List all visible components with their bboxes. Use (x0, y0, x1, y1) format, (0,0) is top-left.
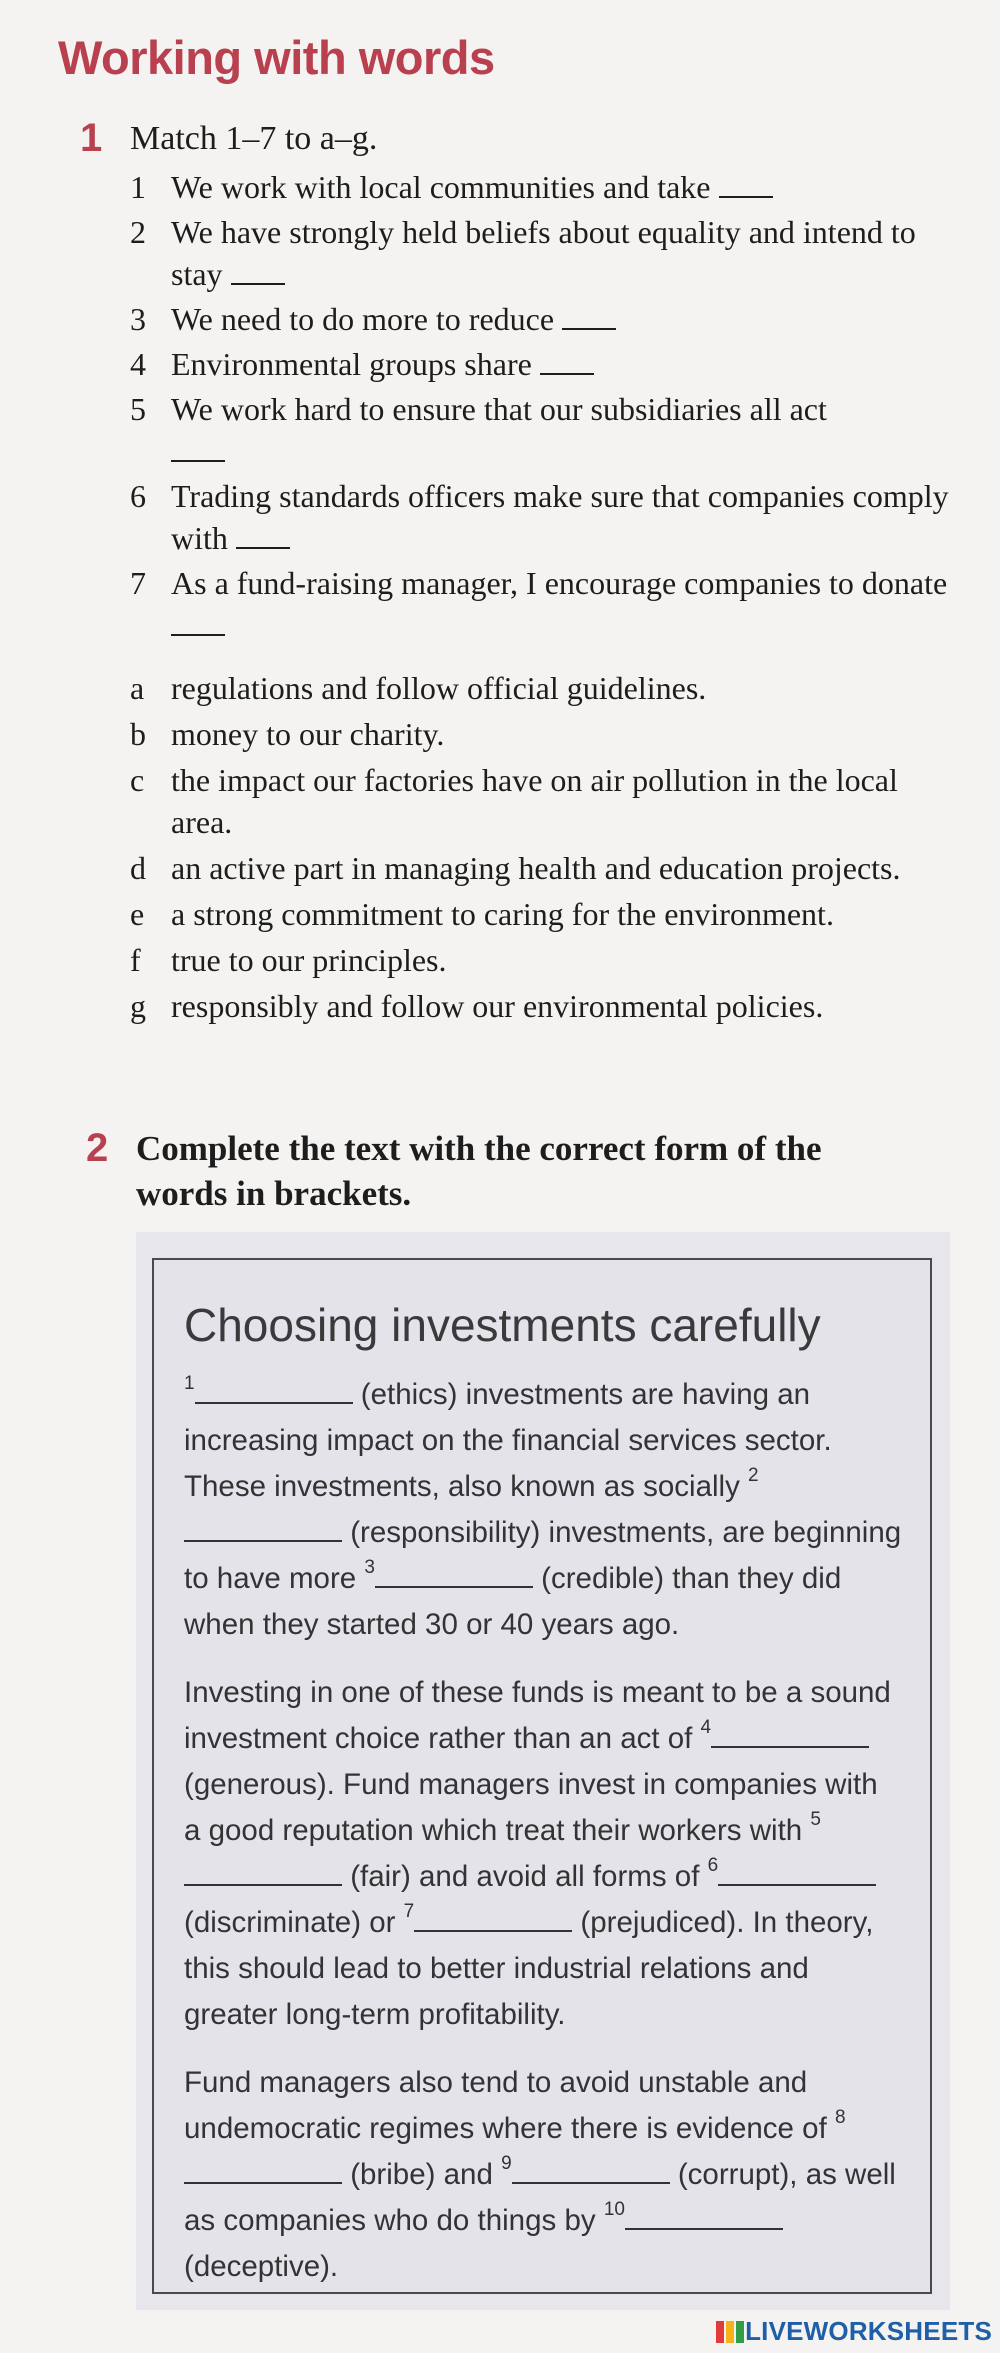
gap-3-input[interactable] (375, 1562, 533, 1588)
ending-b (130, 713, 960, 755)
paragraph-text: (deceptive). (184, 2250, 339, 2283)
gap-number: 4 (700, 1717, 712, 1738)
sentence-2 (130, 211, 960, 295)
gap-7-input[interactable] (414, 1906, 572, 1932)
answer-blank[interactable] (540, 347, 594, 375)
sentence-text: We have strongly held beliefs about equality and intend to stay (171, 214, 916, 292)
sentence-number: 7 (130, 565, 146, 601)
gap-9-input[interactable] (512, 2158, 670, 2184)
sentence-4 (130, 343, 960, 385)
exercise-1-instruction: Match 1–7 to a–g. (130, 120, 378, 157)
paragraph-text: (bribe) and (342, 2158, 502, 2191)
gap-8-input[interactable] (184, 2158, 342, 2184)
answer-blank[interactable] (719, 170, 773, 198)
gap-number: 1 (184, 1373, 195, 1394)
paragraph-text: (generous). Fund managers invest in companies with a good reputation which treat their workers with (184, 1768, 878, 1847)
sentence-text: As a fund-raising manager, I encourage companies to donate (171, 565, 948, 601)
ending-text: money to our charity. (171, 716, 445, 752)
paragraph-3 (184, 2060, 902, 2290)
ending-text: an active part in managing health and education projects. (171, 850, 901, 886)
box-title: Choosing investments carefully (184, 1299, 821, 1351)
ending-letter: b (130, 716, 146, 752)
ending-e (130, 893, 960, 935)
sentence-text: Trading standards officers make sure that companies comply with (171, 478, 949, 556)
watermark (715, 2316, 992, 2347)
answer-blank[interactable] (236, 521, 290, 549)
sentence-3 (130, 298, 960, 340)
text-box (152, 1258, 932, 2294)
ending-text: true to our principles. (171, 942, 447, 978)
gap-4-input[interactable] (711, 1722, 869, 1748)
paragraph-1 (184, 1372, 902, 1648)
exercise-2-number: 2 (86, 1126, 109, 1170)
ending-g (130, 985, 960, 1027)
sentence-number: 4 (130, 346, 146, 382)
gap-2-input[interactable] (184, 1516, 342, 1542)
sentence-number: 5 (130, 391, 146, 427)
sentence-text: We work hard to ensure that our subsidiaries all act (171, 391, 827, 427)
exercise-2-instruction: Complete the text with the correct form of the words in brackets. (136, 1129, 822, 1213)
ending-list (130, 667, 960, 1031)
ending-text: the impact our factories have on air pollution in the local area. (171, 762, 898, 840)
sentence-text: We work with local communities and take (171, 169, 711, 205)
gap-number: 9 (501, 2153, 512, 2174)
paragraph-text: Fund managers also tend to avoid unstable and undemocratic regimes where there is evidence of (184, 2066, 835, 2145)
sentence-5 (130, 388, 960, 472)
paragraph-text: (fair) and avoid all forms of (342, 1860, 708, 1893)
sentence-1 (130, 166, 960, 208)
exercise-1-number: 1 (80, 116, 103, 160)
gap-number: 6 (707, 1855, 719, 1876)
sentence-7 (130, 562, 960, 646)
gap-10-input[interactable] (625, 2204, 783, 2230)
ending-text: responsibly and follow our environmental policies. (171, 988, 824, 1024)
ending-letter: a (130, 670, 145, 706)
gap-5-input[interactable] (184, 1860, 342, 1886)
ending-text: a strong commitment to caring for the environment. (171, 896, 834, 932)
sentence-number: 3 (130, 301, 146, 337)
gap-number: 2 (748, 1465, 759, 1486)
ending-letter: d (130, 850, 146, 886)
ending-letter: g (130, 988, 146, 1024)
paragraph-text: Investing in one of these funds is meant to be a sound investment choice rather than an act of (184, 1676, 891, 1755)
paragraph-text: (ethics) investments are having an increasing impact on the financial services sector. These investments, also known as socially (184, 1378, 832, 1503)
ending-letter: e (130, 896, 145, 932)
ending-a (130, 667, 960, 709)
gap-number: 10 (603, 2199, 625, 2220)
ending-d (130, 847, 960, 889)
ending-f (130, 939, 960, 981)
paragraph-2 (184, 1670, 902, 2038)
sentence-text: Environmental groups share (171, 346, 532, 382)
sentence-list (130, 166, 960, 649)
page-title: Working with words (58, 31, 495, 84)
sentence-number: 2 (130, 214, 146, 250)
answer-blank[interactable] (171, 608, 225, 636)
sentence-6 (130, 475, 960, 559)
paragraph-text: (prejudiced). In theory, this should lead to better industrial relations and greater long-term profitability. (184, 1906, 874, 2031)
liveworksheets-logo-icon (715, 2319, 745, 2345)
gap-1-input[interactable] (195, 1378, 353, 1404)
paragraph-text: (responsibility) investments, are beginning to have more (184, 1516, 902, 1595)
gap-6-input[interactable] (718, 1860, 876, 1886)
answer-blank[interactable] (231, 257, 285, 285)
paragraph-text: (corrupt), as well as companies who do things by (184, 2158, 896, 2237)
gap-number: 7 (403, 1901, 415, 1922)
ending-text: regulations and follow official guidelines. (171, 670, 707, 706)
paragraph-text: (credible) than they did when they started 30 or 40 years ago. (184, 1562, 842, 1641)
ending-letter: c (130, 762, 145, 798)
gap-number: 5 (810, 1809, 821, 1830)
gap-number: 8 (834, 2107, 846, 2128)
text-panel (136, 1232, 950, 2310)
answer-blank[interactable] (171, 434, 225, 462)
ending-letter: f (130, 942, 141, 978)
watermark-text: LIVEWORKSHEETS (745, 2316, 992, 2346)
gap-number: 3 (364, 1557, 375, 1578)
sentence-text: We need to do more to reduce (171, 301, 555, 337)
answer-blank[interactable] (562, 302, 616, 330)
sentence-number: 6 (130, 478, 146, 514)
ending-c (130, 759, 960, 843)
paragraph-text: (discriminate) or (184, 1906, 404, 1939)
sentence-number: 1 (130, 169, 146, 205)
